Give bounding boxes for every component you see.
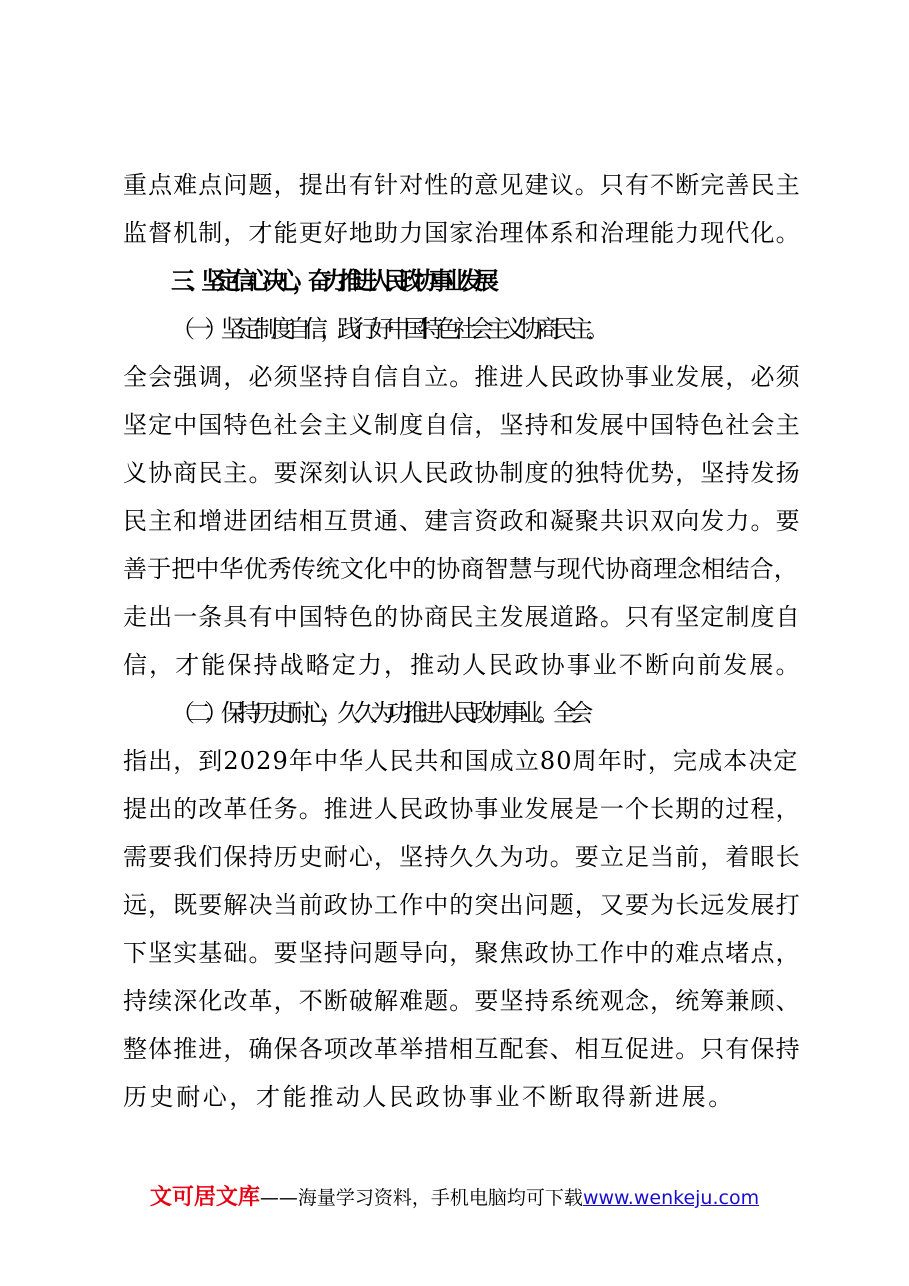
body-text-line: 民主和增进团结相互贯通、建言资政和凝聚共识双向发力。要	[123, 507, 801, 535]
body-text-line: 指出，到2029年中华人民共和国成立80周年时，完成本决定	[123, 747, 799, 775]
body-text-line: 远，既要解决当前政协工作中的突出问题，又要为长远发展打	[123, 891, 801, 919]
body-text-line: 下坚实基础。要坚持问题导向，聚焦政协工作中的难点堵点，	[123, 939, 801, 967]
body-text-line: 重点难点问题，提出有针对性的意见建议。只有不断完善民主	[123, 171, 801, 199]
body-text-line: 监督机制，才能更好地助力国家治理体系和治理能力现代化。	[123, 219, 801, 247]
footer-tagline: ——海量学习资料，手机电脑均可下载	[259, 1187, 583, 1209]
body-text-line: 全会强调，必须坚持自信自立。推进人民政协事业发展，必须	[123, 363, 801, 391]
body-text-line: 义协商民主。要深刻认识人民政协制度的独特优势，坚持发扬	[123, 459, 801, 487]
footer-url-link[interactable]: www.wenkeju.com	[582, 1187, 760, 1209]
body-text-line: 善于把中华优秀传统文化中的协商智慧与现代协商理念相结合，	[123, 555, 798, 583]
body-text-line: 走出一条具有中国特色的协商民主发展道路。只有坚定制度自	[123, 603, 801, 631]
body-text-line: 历史耐心，才能推动人民政协事业不断取得新进展。	[123, 1083, 735, 1111]
footer-banner	[0, 1178, 909, 1218]
subsection-lead-line: （二）保持历史耐心，久久为功推进人民政协事业。全会	[171, 699, 586, 727]
body-text-line: 整体推进，确保各项改革举措相互配套、相互促进。只有保持	[123, 1035, 801, 1063]
body-text-line: 持续深化改革，不断破解难题。要坚持系统观念，统筹兼顾、	[123, 987, 801, 1015]
body-text-line: 信，才能保持战略定力，推动人民政协事业不断向前发展。	[123, 651, 802, 679]
footer-brand: 文可居文库	[149, 1185, 260, 1210]
body-text-line: 需要我们保持历史耐心，坚持久久为功。要立足当前，着眼长	[123, 843, 801, 871]
subsection-lead-line: （一）坚定制度自信，践行好中国特色社会主义协商民主。	[171, 315, 603, 343]
body-text-line: 坚定中国特色社会主义制度自信，坚持和发展中国特色社会主	[123, 411, 801, 439]
section-heading: 三、坚定信心决心，奋力推进人民政协事业发展	[171, 267, 491, 295]
body-text-line: 提出的改革任务。推进人民政协事业发展是一个长期的过程，	[123, 795, 801, 823]
